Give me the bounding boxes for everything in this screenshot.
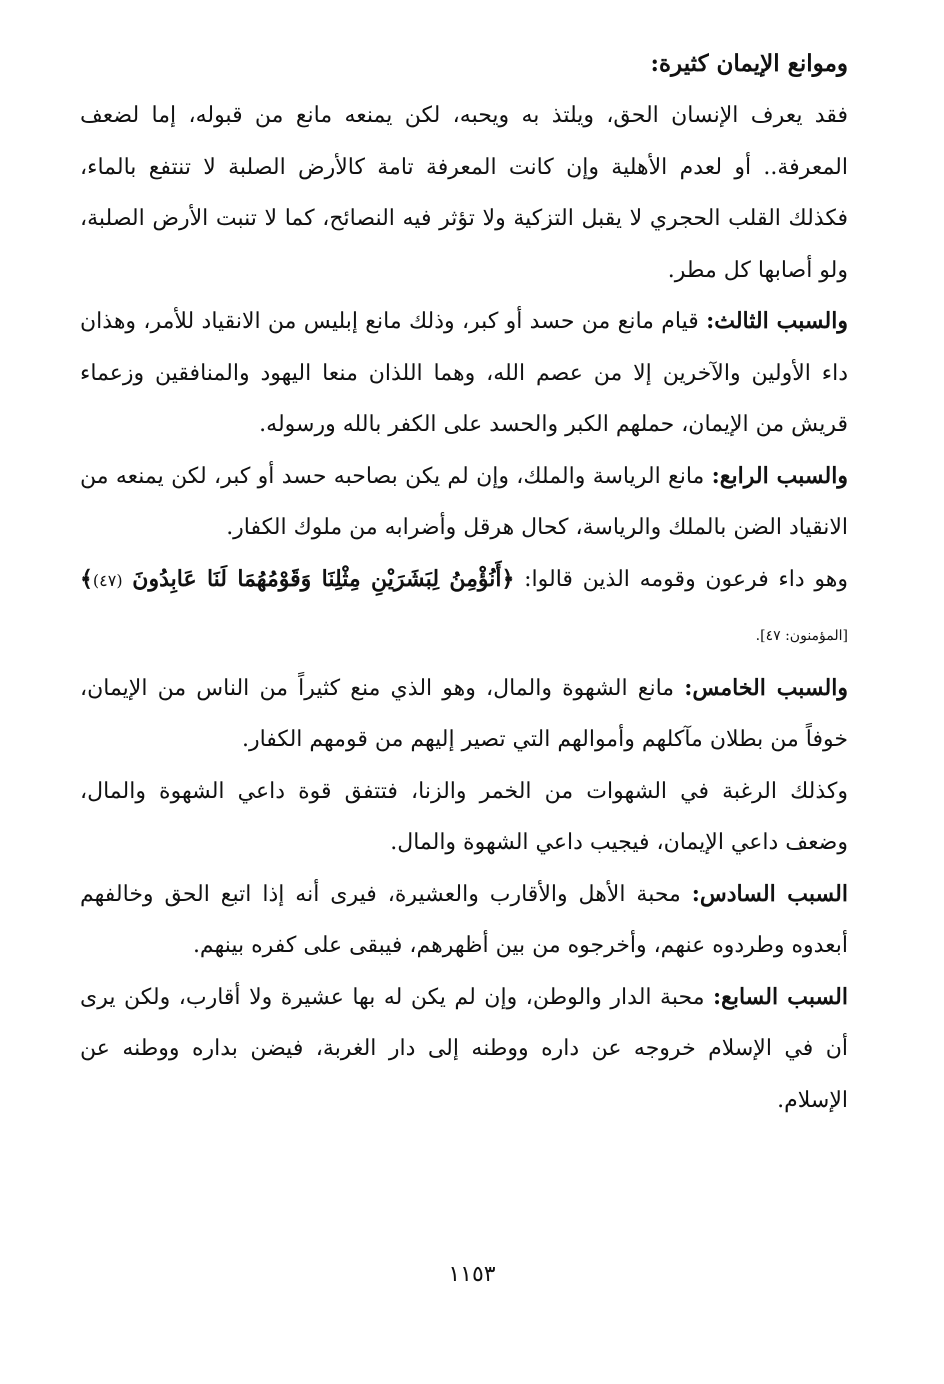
paragraph-text: وكذلك الرغبة في الشهوات من الخمر والزنا، فتتفق قوة داعي الشهوة والمال، وضعف داعي الإيمان، فيجيب داعي الشهوة والمال. bbox=[80, 778, 848, 855]
paragraph-lead: والسبب الثالث: bbox=[706, 308, 848, 334]
quran-verse-close: ﴾ bbox=[80, 565, 93, 592]
paragraph-text: مانع الشهوة والمال، وهو الذي منع كثيراً من الناس من الإيمان، خوفاً من بطلان مآكلهم وأموالهم التي تصير إليهم من قومهم الكفار. bbox=[80, 675, 848, 752]
paragraph-text: مانع الرياسة والملك، وإن لم يكن بصاحبه حسد أو كبر، لكن يمنعه من الانقياد الضن بالملك والرياسة، كحال هرقل وأضرابه من ملوك الكفار. bbox=[80, 463, 848, 540]
paragraph-reason-3 bbox=[80, 296, 848, 451]
paragraph-lead: والسبب الرابع: bbox=[711, 462, 848, 489]
paragraph-text: قيام مانع من حسد أو كبر، وذلك مانع إبليس من الانقياد للأمر، وهذان داء الأولين والآخرين إلا من عصم الله، وهما اللذان منعا اليهود والمنافقين وزعماء قريش من الإيمان، حملهم الكبر والحسد على الكفر بالله ورسوله. bbox=[80, 309, 848, 437]
paragraph-reason-7 bbox=[80, 972, 848, 1127]
paragraph-desire bbox=[80, 766, 848, 869]
paragraph-reason-5 bbox=[80, 663, 848, 766]
paragraph-text: محبة الأهل والأقارب والعشيرة، فيرى أنه إذا اتبع الحق وخالفهم أبعدوه وطردوه عنهم، وأخرجوه من بين أظهرهم، فيبقى على كفره بينهم. bbox=[80, 881, 848, 958]
paragraph-1 bbox=[80, 90, 848, 296]
paragraph-reason-6 bbox=[80, 869, 848, 972]
paragraph-lead: السبب السابع: bbox=[713, 983, 848, 1010]
paragraph-text: وهو داء فرعون وقومه الذين قالوا: bbox=[514, 566, 848, 592]
ayah-number: (٤٧) bbox=[92, 570, 123, 590]
verse-reference: [المؤمنون: ٤٧]. bbox=[755, 628, 848, 644]
page-number: ١١٥٣ bbox=[448, 1262, 496, 1287]
paragraph-lead: والسبب الخامس: bbox=[684, 674, 848, 701]
paragraph-text: فقد يعرف الإنسان الحق، ويلتذ به ويحبه، لكن يمنعه مانع من قبوله، إما لضعف المعرفة.. أو لعدم الأهلية وإن كانت المعرفة تامة كالأرض الصلبة لا تنتفع بالماء، فكذلك القلب الحجري لا يقبل التزكية ولا تؤثر فيه النصائح، كما لا تنبت الأرض الصلبة، ولو أصابها كل مطر. bbox=[80, 103, 848, 283]
quran-verse: ﴿أَنُؤْمِنُ لِبَشَرَيْنِ مِثْلِنَا وَقَوْمُهُمَا لَنَا عَابِدُونَ bbox=[132, 565, 515, 592]
paragraph-text: محبة الدار والوطن، وإن لم يكن له بها عشيرة ولا أقارب، ولكن يرى أن في الإسلام خروجه عن داره ووطنه إلى دار الغربة، فيضن بداره ووطنه عن الإسلام. bbox=[80, 984, 848, 1113]
section-heading: وموانع الإيمان كثيرة: bbox=[650, 50, 848, 77]
paragraph-reason-4 bbox=[80, 451, 848, 554]
paragraph-quran bbox=[80, 554, 848, 663]
paragraph-lead: السبب السادس: bbox=[691, 880, 848, 907]
